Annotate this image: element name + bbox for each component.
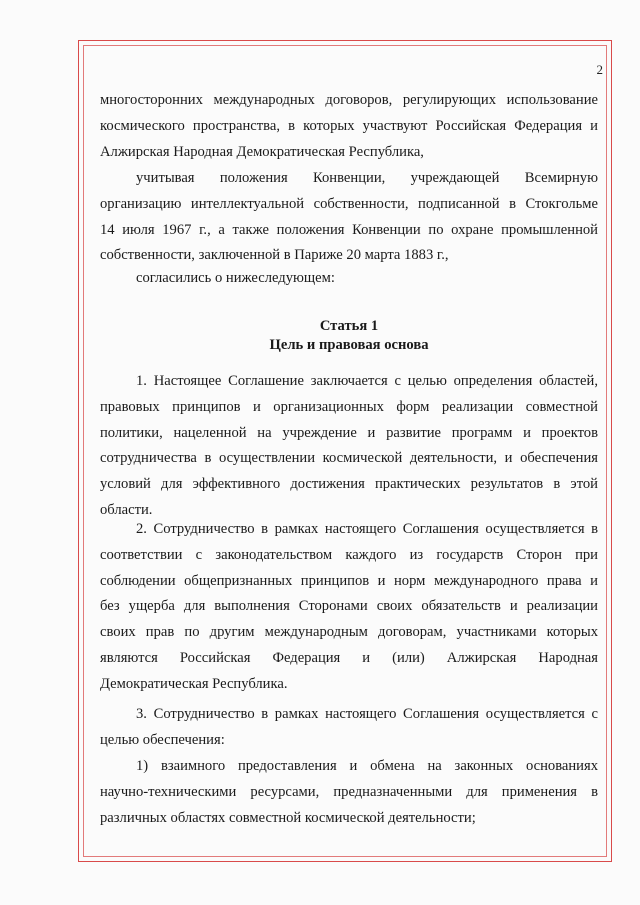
article-number: Статья 1 xyxy=(319,318,379,334)
text-line: условий для эффективного достижения практических результатов в этой xyxy=(100,476,598,493)
text-line: области. xyxy=(100,501,153,518)
text-line: собственности, заключенной в Париже 20 марта 1883 г., xyxy=(100,247,449,264)
text-line: организацию интеллектуальной собственности, подписанной в Стокгольме xyxy=(100,195,598,212)
text-line: правовых принципов и организационных форм реализации совместной xyxy=(100,398,598,415)
text-line: целью обеспечения: xyxy=(100,731,225,748)
text-line: соответствии с законодательством каждого из государств Сторон при xyxy=(100,546,598,563)
text-line: без ущерба для выполнения Сторонами своих обязательств и реализации xyxy=(100,598,598,615)
text-line: 2. Сотрудничество в рамках настоящего Соглашения осуществляется в xyxy=(136,521,598,537)
text-line: 1. Настоящее Соглашение заключается с целью определения областей, xyxy=(136,373,598,389)
text-line: 1) взаимного предоставления и обмена на законных основаниях xyxy=(136,758,598,774)
article-paragraph-1 xyxy=(100,369,598,524)
article-paragraph-3 xyxy=(100,702,598,754)
text-line: 14 июля 1967 г., а также положения Конвенции по охране промышленной xyxy=(100,221,598,238)
text-line: соблюдении общепризнанных принципов и норм международного права и xyxy=(100,572,598,589)
text-line: многосторонних международных договоров, регулирующих использование xyxy=(100,92,598,108)
intro-paragraph-3 xyxy=(100,266,598,292)
intro-paragraph-2 xyxy=(100,166,598,269)
text-line: учитывая положения Конвенции, учреждающей Всемирную xyxy=(136,170,598,186)
text-line: согласились о нижеследующем: xyxy=(136,270,335,286)
text-line: научно-техническими ресурсами, предназначенными для применения в xyxy=(100,783,598,800)
intro-paragraph-1 xyxy=(100,88,598,165)
text-line: космического пространства, в которых участвуют Российская Федерация и xyxy=(100,117,598,134)
article-paragraph-2 xyxy=(100,517,598,698)
article-title: Цель и правовая основа xyxy=(269,337,429,353)
text-line: являются Российская Федерация и (или) Алжирская Народная xyxy=(100,649,598,666)
article-subparagraph-1 xyxy=(100,754,598,831)
page-number: 2 xyxy=(596,62,603,77)
text-line: сотрудничества в осуществлении космической деятельности, и обеспечения xyxy=(100,450,598,467)
text-line: Алжирская Народная Демократическая Республика, xyxy=(100,143,424,160)
text-line: Демократическая Республика. xyxy=(100,675,288,692)
text-line: политики, нацеленной на учреждение и развитие программ и проектов xyxy=(100,424,598,441)
text-line: своих прав по другим международным договорам, участниками которых xyxy=(100,624,598,641)
text-line: 3. Сотрудничество в рамках настоящего Соглашения осуществляется с xyxy=(136,706,598,722)
text-line: различных областях совместной космической деятельности; xyxy=(100,809,476,826)
